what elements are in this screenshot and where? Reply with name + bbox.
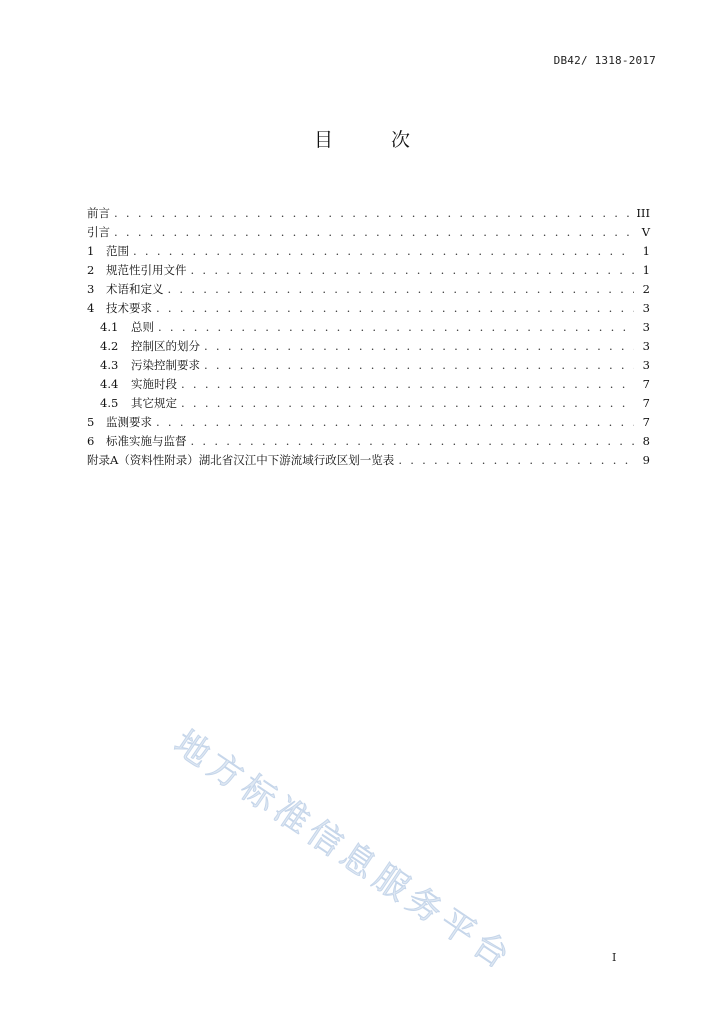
toc-entry-label: 术语和定义: [106, 282, 164, 296]
toc-entry-number: 4.2: [100, 339, 119, 353]
toc-leader-dots: [168, 280, 635, 299]
toc-entry-monitoring[interactable]: [87, 413, 650, 432]
toc-entry-number: 5: [87, 415, 95, 429]
toc-entry-label: 附录A（资料性附录）湖北省汉江中下游流域行政区划一览表: [87, 453, 395, 467]
toc-entry-implementation-supervision[interactable]: [87, 432, 650, 451]
toc-entry-number: 4: [87, 301, 95, 315]
watermark: 地方标准信息服务平台: [166, 722, 521, 980]
toc-entry-label: 规范性引用文件: [106, 263, 187, 277]
toc-entry-page: 8: [642, 434, 650, 448]
table-of-contents: [87, 204, 650, 470]
toc-entry-technical-requirements[interactable]: [87, 299, 650, 318]
toc-entry-implementation-period[interactable]: [87, 375, 650, 394]
toc-entry-number: 6: [87, 434, 95, 448]
toc-leader-dots: [181, 375, 634, 394]
toc-entry-normative-references[interactable]: [87, 261, 650, 280]
toc-entry-label: 技术要求: [106, 301, 152, 315]
document-code: DB42/ 1318-2017: [553, 54, 656, 67]
toc-entry-page: III: [636, 206, 650, 220]
toc-entry-label: 标准实施与监督: [106, 434, 187, 448]
toc-entry-page: V: [641, 225, 650, 239]
toc-entry-number: 1: [87, 244, 95, 258]
toc-entry-page: 3: [642, 358, 650, 372]
toc-leader-dots: [204, 337, 634, 356]
toc-entry-label: 引言: [87, 225, 110, 239]
toc-entry-introduction[interactable]: [87, 223, 650, 242]
toc-entry-label: 实施时段: [131, 377, 177, 391]
toc-entry-page: 3: [642, 301, 650, 315]
page-number: I: [612, 951, 617, 964]
toc-leader-dots: [204, 356, 634, 375]
toc-entry-page: 3: [642, 320, 650, 334]
toc-entry-general[interactable]: [87, 318, 650, 337]
toc-entry-number: 2: [87, 263, 95, 277]
toc-entry-page: 3: [642, 339, 650, 353]
toc-entry-page: 9: [642, 453, 650, 467]
page-title: 目 次: [313, 129, 437, 151]
toc-leader-dots: [156, 413, 634, 432]
toc-entry-number: 4.1: [100, 320, 119, 334]
toc-entry-appendix-a[interactable]: [87, 451, 650, 470]
toc-entry-label: 控制区的划分: [131, 339, 200, 353]
toc-entry-pollution-control[interactable]: [87, 356, 650, 375]
toc-entry-terms-definitions[interactable]: [87, 280, 650, 299]
toc-entry-number: 4.5: [100, 396, 119, 410]
toc-entry-label: 监测要求: [106, 415, 152, 429]
toc-leader-dots: [398, 451, 634, 470]
toc-entry-control-zones[interactable]: [87, 337, 650, 356]
toc-entry-label: 污染控制要求: [131, 358, 200, 372]
toc-entry-page: 1: [642, 244, 650, 258]
toc-entry-page: 7: [642, 377, 650, 391]
toc-leader-dots: [114, 223, 634, 242]
toc-entry-other-provisions[interactable]: [87, 394, 650, 413]
toc-leader-dots: [133, 242, 634, 261]
toc-leader-dots: [114, 204, 632, 223]
toc-entry-page: 2: [642, 282, 650, 296]
toc-entry-page: 7: [642, 396, 650, 410]
toc-entry-label: 总则: [131, 320, 154, 334]
toc-entry-number: 4.3: [100, 358, 119, 372]
toc-entry-page: 1: [642, 263, 650, 277]
toc-entry-number: 3: [87, 282, 95, 296]
toc-leader-dots: [191, 261, 635, 280]
toc-entry-label: 前言: [87, 206, 110, 220]
toc-entry-page: 7: [642, 415, 650, 429]
toc-entry-scope[interactable]: [87, 242, 650, 261]
toc-leader-dots: [191, 432, 635, 451]
toc-entry-label: 其它规定: [131, 396, 177, 410]
toc-leader-dots: [158, 318, 634, 337]
toc-entry-foreword[interactable]: [87, 204, 650, 223]
toc-leader-dots: [156, 299, 634, 318]
toc-entry-label: 范围: [106, 244, 129, 258]
toc-entry-number: 4.4: [100, 377, 119, 391]
toc-leader-dots: [181, 394, 634, 413]
